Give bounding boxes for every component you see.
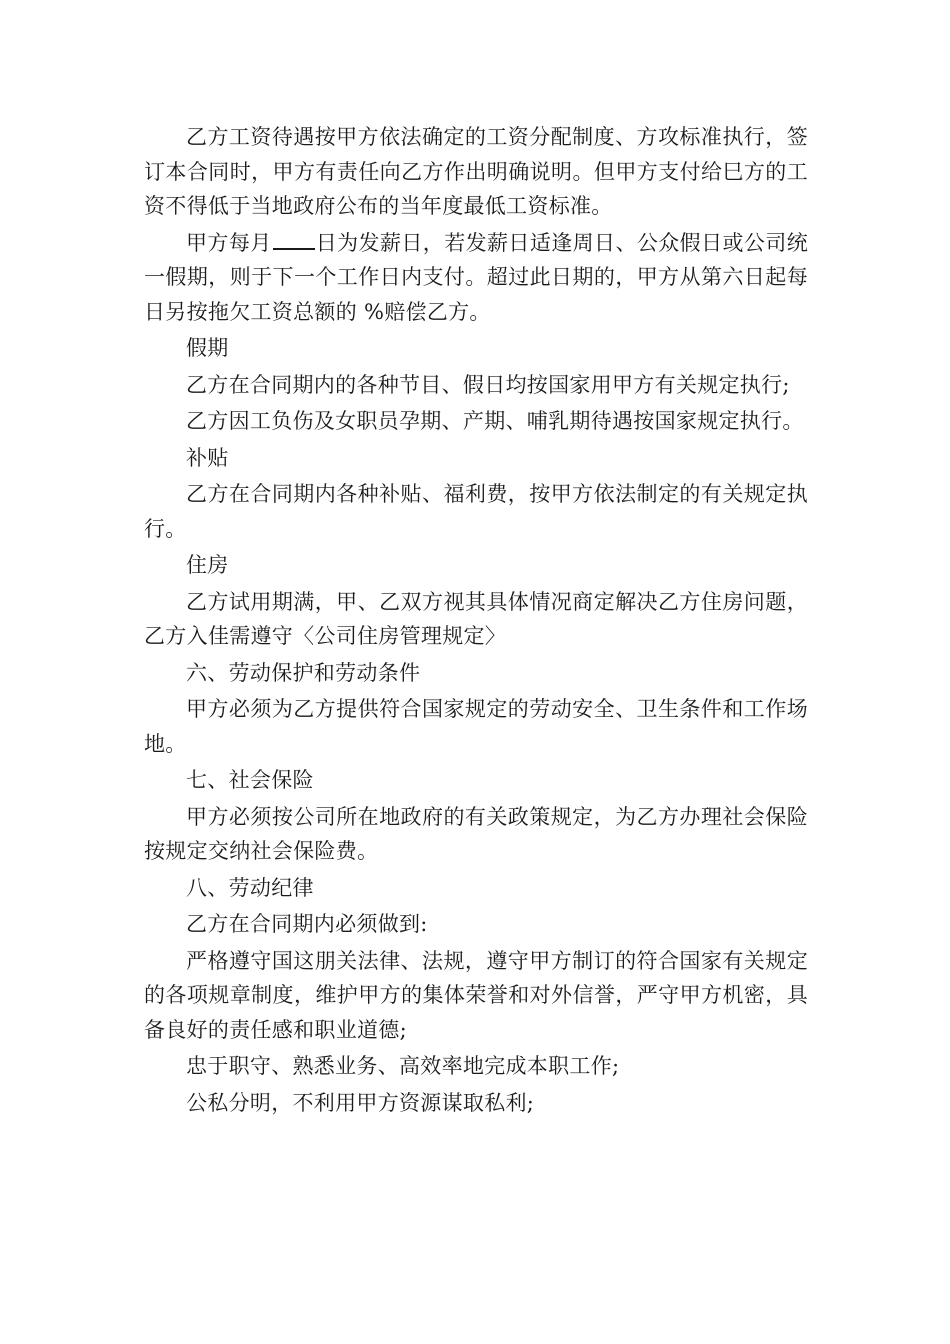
payday-blank: [273, 228, 315, 250]
paragraph-discipline-intro: 乙方在合同期内必须做到:: [186, 912, 428, 936]
paragraph-discipline-integrity: 公私分明，不利用甲方资源谋取私利;: [186, 1090, 535, 1115]
heading-subsidies: 补贴: [186, 445, 229, 470]
payday-text-before: 甲方每月: [186, 230, 272, 255]
heading-social-insurance: 七、社会保险: [186, 768, 314, 792]
heading-holidays: 假期: [186, 336, 229, 360]
paragraph-injury-maternity: 乙方因工负伤及女职员孕期、产期、哺乳期待遇按国家规定执行。: [186, 409, 804, 433]
paragraph-discipline-laws: 严格遵守国这朋关法律、法规，遵守甲方制订的符合国家有关规定的各项规章制度，维护甲方的集体荣誉和对外信誉，严守甲方机密，具备良好的责任感和职业道德;: [144, 948, 808, 1042]
document-body: [144, 120, 808, 1122]
heading-labor-discipline: 八、劳动纪律: [186, 875, 314, 900]
paragraph-holidays: 乙方在合同期内的各种节目、假日均按国家用甲方有关规定执行;: [186, 372, 790, 397]
payday-text-after: 日为发薪日，若发薪日适逢周日、公众假日或公司统一假期，则于下一个工作日内支付。超过此日期的，甲方从第六日起每日另按拖欠工资总额的 %赔偿乙方。: [144, 230, 809, 324]
paragraph-wage-standard: 乙方工资待遇按甲方依法确定的工资分配制度、方攻标准执行，签订本合同时，甲方有责任向乙方作出明确说明。但甲方支付给巳方的工资不得低于当地政府公布的当年度最低工资标准。: [144, 125, 808, 218]
heading-housing: 住房: [186, 553, 229, 577]
heading-labor-protection: 六、劳动保护和劳动条件: [186, 660, 421, 685]
paragraph-labor-protection: 甲方必须为乙方提供符合国家规定的劳动安全、卫生条件和工作场地。: [144, 697, 808, 756]
paragraph-subsidies: 乙方在合同期内各种补贴、福利费，按甲方依法制定的有关规定执行。: [144, 482, 808, 541]
paragraph-discipline-duty: 忠于职守、熟悉业务、高效率地完成本职工作;: [186, 1054, 620, 1078]
paragraph-payday: [144, 226, 808, 330]
paragraph-social-insurance: 甲方必须按公司所在地政府的有关政策规定，为乙方办理社会保险按规定交纳社会保险费。: [144, 804, 808, 863]
paragraph-housing: 乙方试用期满，甲、乙双方视其具体情况商定解决乙方住房问题，乙方入佳需遵守〈公司住房管理规定〉: [144, 589, 808, 648]
